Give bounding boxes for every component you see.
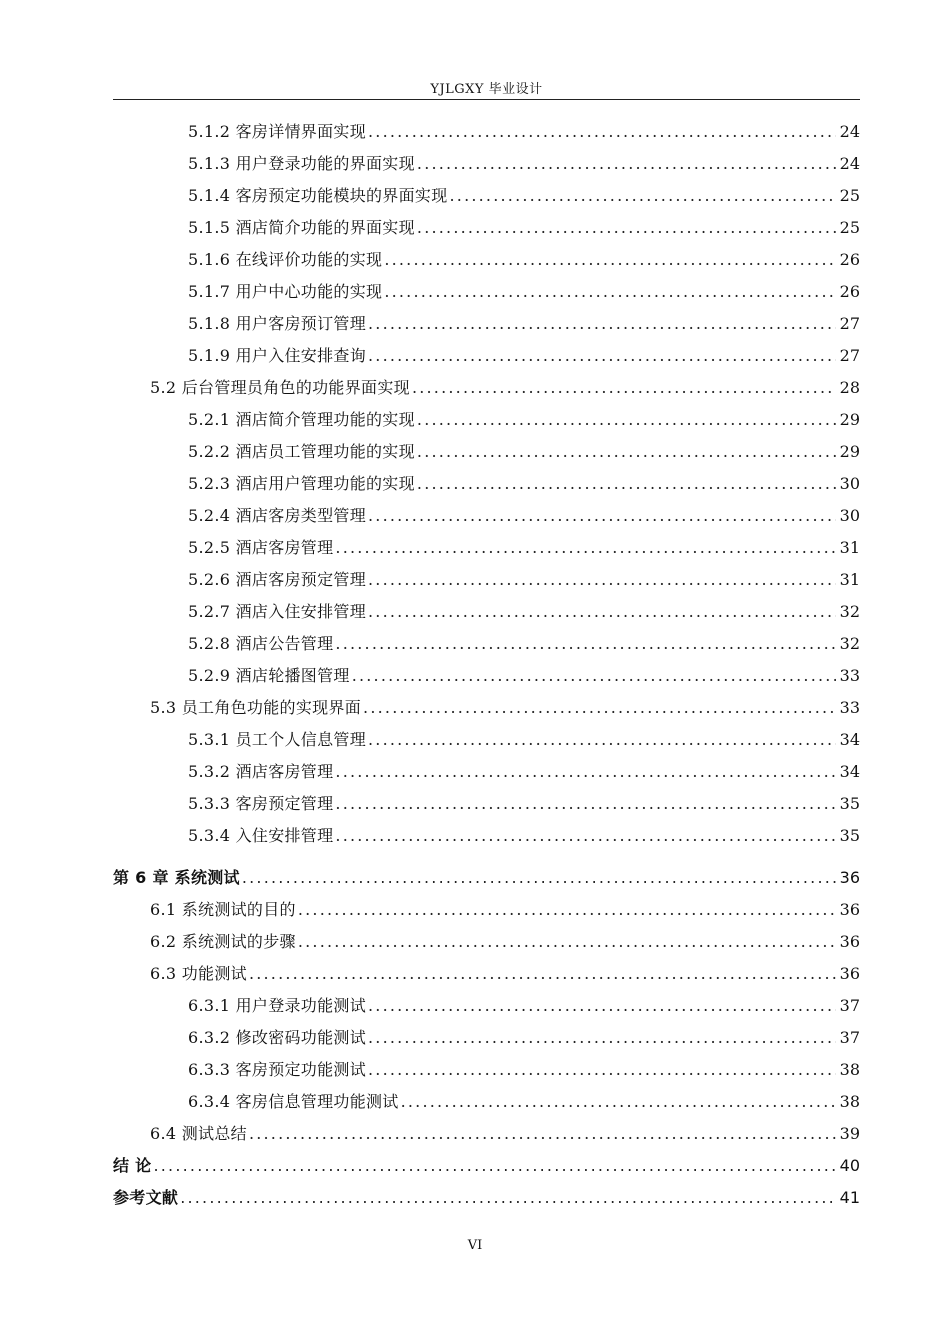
toc-entry[interactable] [113,308,860,340]
toc-entry[interactable] [113,212,860,244]
toc-entry-page: 37 [839,1028,860,1047]
toc-dot-leader [242,862,836,894]
table-of-contents [113,116,860,1214]
toc-entry[interactable] [113,244,860,276]
toc-entry[interactable] [113,1118,860,1150]
toc-entry-page: 24 [839,154,860,173]
toc-entry-title: 5.3 员工角色功能的实现界面 [150,698,362,717]
toc-entry-title: 5.2.7 酒店入住安排管理 [188,602,366,621]
toc-dot-leader [384,276,835,308]
toc-entry-page: 35 [839,794,860,813]
toc-entry[interactable] [113,926,860,958]
toc-entry-title: 5.3.1 员工个人信息管理 [188,730,366,749]
toc-entry-title: 参考文献 [113,1188,179,1207]
toc-dot-leader [352,660,836,692]
toc-dot-leader [368,1054,836,1086]
toc-entry-page: 32 [839,602,860,621]
toc-entry[interactable] [113,756,860,788]
toc-entry-page: 40 [839,1156,860,1175]
toc-entry-title: 6.3.3 客房预定功能测试 [188,1060,366,1079]
toc-dot-leader [417,148,836,180]
toc-entry-title: 6.3.4 客房信息管理功能测试 [188,1092,399,1111]
toc-entry-title: 6.2 系统测试的步骤 [150,932,296,951]
toc-entry-title: 5.2.5 酒店客房管理 [188,538,334,557]
toc-entry-page: 41 [839,1188,860,1207]
toc-entry-page: 34 [839,730,860,749]
toc-dot-leader [450,180,836,212]
toc-entry-page: 27 [839,314,860,333]
toc-entry-page: 30 [839,506,860,525]
toc-entry-title: 5.2.6 酒店客房预定管理 [188,570,366,589]
toc-entry-title: 5.3.4 入住安排管理 [188,826,334,845]
toc-entry[interactable] [113,660,860,692]
toc-entry-title: 5.2 后台管理员角色的功能界面实现 [150,378,410,397]
toc-entry-title: 6.1 系统测试的目的 [150,900,296,919]
toc-dot-leader [298,926,836,958]
toc-dot-leader [417,468,836,500]
toc-entry-page: 34 [839,762,860,781]
toc-entry[interactable] [113,788,860,820]
toc-entry-page: 27 [839,346,860,365]
toc-dot-leader [368,564,836,596]
toc-entry-title: 5.1.9 用户入住安排查询 [188,346,366,365]
toc-entry-title: 5.1.2 客房详情界面实现 [188,122,366,141]
toc-dot-leader [363,692,836,724]
toc-entry-title: 5.1.6 在线评价功能的实现 [188,250,383,269]
toc-entry[interactable] [113,862,860,894]
toc-entry[interactable] [113,340,860,372]
toc-entry-page: 36 [839,964,860,983]
toc-entry-title: 6.4 测试总结 [150,1124,247,1143]
toc-dot-leader [368,116,836,148]
toc-entry[interactable] [113,1022,860,1054]
toc-entry[interactable] [113,820,860,852]
toc-dot-leader [417,436,836,468]
toc-entry[interactable] [113,628,860,660]
toc-entry[interactable] [113,1054,860,1086]
toc-entry-title: 5.1.8 用户客房预订管理 [188,314,366,333]
toc-entry-title: 5.1.7 用户中心功能的实现 [188,282,383,301]
toc-entry[interactable] [113,894,860,926]
toc-entry[interactable] [113,148,860,180]
toc-entry[interactable] [113,1182,860,1214]
toc-entry[interactable] [113,564,860,596]
toc-dot-leader [153,1150,835,1182]
toc-dot-leader [412,372,836,404]
toc-entry[interactable] [113,596,860,628]
toc-entry-title: 5.3.3 客房预定管理 [188,794,334,813]
toc-entry-page: 35 [839,826,860,845]
toc-dot-leader [368,500,836,532]
toc-entry-page: 36 [839,900,860,919]
toc-dot-leader [368,724,836,756]
toc-entry-title: 5.2.2 酒店员工管理功能的实现 [188,442,415,461]
toc-dot-leader [249,958,836,990]
toc-entry-page: 29 [839,442,860,461]
toc-entry-title: 6.3.2 修改密码功能测试 [188,1028,366,1047]
toc-entry-title: 5.2.1 酒店简介管理功能的实现 [188,410,415,429]
toc-entry[interactable] [113,468,860,500]
toc-entry-title: 5.1.4 客房预定功能模块的界面实现 [188,186,448,205]
toc-entry-page: 31 [839,538,860,557]
toc-dot-leader [417,404,836,436]
toc-entry[interactable] [113,372,860,404]
toc-entry[interactable] [113,692,860,724]
toc-dot-leader [368,308,836,340]
toc-entry-page: 37 [839,996,860,1015]
toc-entry[interactable] [113,1086,860,1118]
toc-entry-title: 5.2.4 酒店客房类型管理 [188,506,366,525]
toc-entry-page: 31 [839,570,860,589]
toc-entry[interactable] [113,436,860,468]
toc-dot-leader [368,990,836,1022]
toc-dot-leader [368,596,836,628]
toc-entry-title: 第 6 章 系统测试 [113,868,240,887]
toc-entry-title: 5.2.9 酒店轮播图管理 [188,666,350,685]
toc-entry-title: 6.3 功能测试 [150,964,247,983]
toc-entry-title: 6.3.1 用户登录功能测试 [188,996,366,1015]
toc-entry[interactable] [113,532,860,564]
toc-entry-page: 33 [839,666,860,685]
header-divider [113,99,860,100]
toc-entry[interactable] [113,500,860,532]
toc-entry-page: 25 [839,186,860,205]
toc-entry[interactable] [113,116,860,148]
toc-dot-leader [417,212,836,244]
toc-entry-title: 5.2.8 酒店公告管理 [188,634,334,653]
toc-entry-page: 36 [839,932,860,951]
toc-entry-title: 5.1.3 用户登录功能的界面实现 [188,154,415,173]
toc-dot-leader [298,894,836,926]
toc-entry[interactable] [113,724,860,756]
toc-entry-page: 28 [839,378,860,397]
toc-dot-leader [384,244,835,276]
toc-entry-page: 36 [839,868,860,887]
toc-dot-leader [335,820,835,852]
toc-entry-page: 38 [839,1092,860,1111]
toc-dot-leader [180,1182,835,1214]
toc-entry-page: 30 [839,474,860,493]
toc-entry-page: 26 [839,250,860,269]
toc-dot-leader [335,532,835,564]
page-number: VI [467,1238,483,1253]
toc-entry[interactable] [113,1150,860,1182]
toc-entry-page: 25 [839,218,860,237]
toc-entry-page: 32 [839,634,860,653]
toc-entry[interactable] [113,180,860,212]
toc-entry[interactable] [113,404,860,436]
toc-entry-page: 39 [839,1124,860,1143]
toc-entry[interactable] [113,990,860,1022]
toc-dot-leader [401,1086,836,1118]
toc-dot-leader [249,1118,836,1150]
toc-dot-leader [335,628,835,660]
toc-entry-page: 38 [839,1060,860,1079]
toc-entry-title: 结 论 [113,1156,152,1175]
page-header: YJLGXY 毕业设计 [430,82,543,97]
toc-entry-page: 29 [839,410,860,429]
toc-entry-page: 26 [839,282,860,301]
toc-dot-leader [335,788,835,820]
toc-entry-page: 33 [839,698,860,717]
toc-entry[interactable] [113,958,860,990]
toc-entry[interactable] [113,276,860,308]
toc-dot-leader [335,756,835,788]
toc-entry-title: 5.2.3 酒店用户管理功能的实现 [188,474,415,493]
toc-entry-title: 5.3.2 酒店客房管理 [188,762,334,781]
toc-entry-title: 5.1.5 酒店简介功能的界面实现 [188,218,415,237]
toc-dot-leader [368,340,836,372]
toc-dot-leader [368,1022,836,1054]
toc-entry-page: 24 [839,122,860,141]
